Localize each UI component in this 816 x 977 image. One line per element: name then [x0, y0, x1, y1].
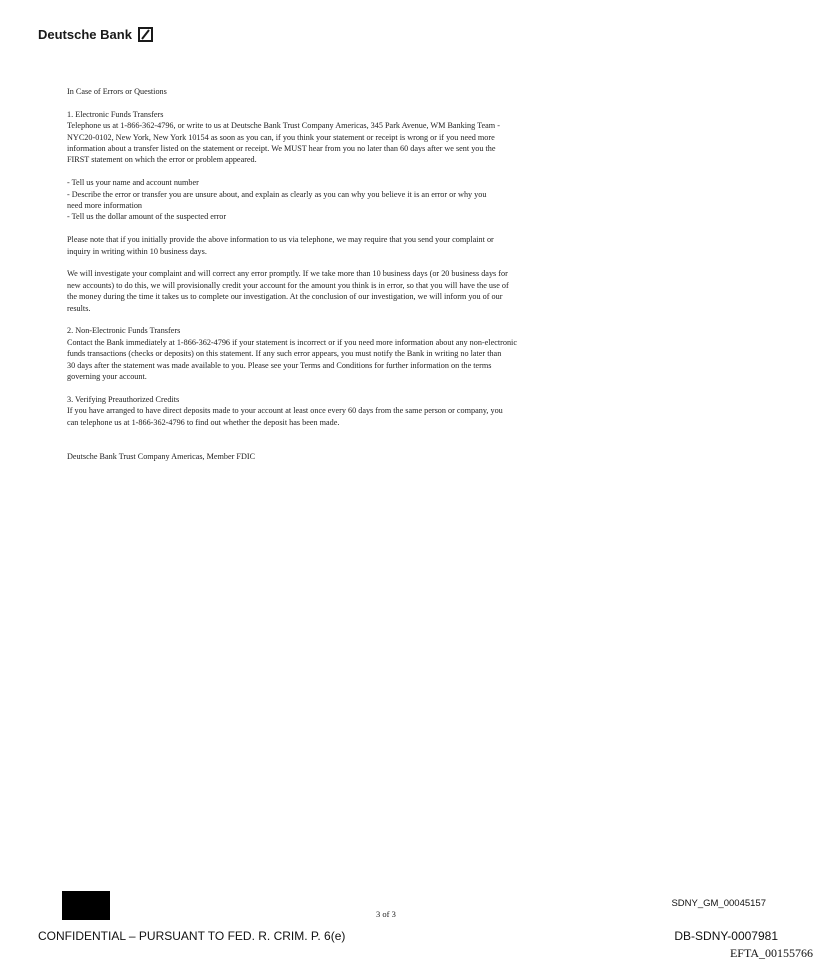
text-line: - Describe the error or transfer you are unsure about, and explain as clearly as you can why you believe it is an error or why you: [67, 189, 487, 199]
text-line: need more information: [67, 201, 143, 211]
text-line: can telephone us at 1-866-362-4796 to find out whether the deposit has been made.: [67, 417, 340, 427]
blank-line: [67, 314, 647, 325]
text-line: If you have arranged to have direct deposits made to your account at least once every 60 days from the same person or company, you: [67, 406, 503, 416]
text-line: In Case of Errors or Questions: [67, 87, 167, 96]
text-line: the money during the time it takes us to complete our investigation. At the conclusion of our investigation, we will inform you of our: [67, 292, 503, 302]
text-line: 2. Non-Electronic Funds Transfers: [67, 326, 181, 336]
text-line: new accounts) to do this, we will provisionally credit your account for the amount you think is in error, so that you will have the use of: [67, 280, 509, 290]
text-line: - Tell us the dollar amount of the suspected error: [67, 212, 227, 222]
text-line: 30 days after the statement was made available to you. Please see your Terms and Conditions for further information on the terms: [67, 360, 492, 370]
page-number: 3 of 3: [376, 909, 396, 919]
text-line: Deutsche Bank Trust Company Americas, Member FDIC: [67, 451, 256, 461]
text-line: We will investigate your complaint and will correct any error promptly. If we take more than 10 business days (or 20 business days for: [67, 269, 508, 279]
blank-line: [67, 257, 647, 268]
db-sdny-bates-number: DB-SDNY-0007981: [674, 929, 778, 943]
blank-line: [67, 223, 647, 234]
redaction-box: [62, 891, 110, 920]
text-line: Telephone us at 1-866-362-4796, or write to us at Deutsche Bank Trust Company Americas, 345 Park Avenue, WM Banking Team -: [67, 121, 500, 131]
sdny-bates-number: SDNY_GM_00045157: [671, 898, 766, 909]
text-line: inquiry in writing within 10 business days.: [67, 246, 207, 256]
blank-line: [67, 166, 647, 177]
blank-line: [67, 382, 647, 393]
text-line: 3. Verifying Preauthorized Credits: [67, 394, 180, 404]
statement-notice-body: [67, 86, 647, 462]
efta-bates-number: EFTA_00155766: [729, 946, 813, 960]
text-line: information about a transfer listed on the statement or receipt. We MUST hear from you no later than 60 days after we sent you the: [67, 144, 496, 154]
brand-logo: [38, 27, 153, 42]
confidential-notice: CONFIDENTIAL – PURSUANT TO FED. R. CRIM. P. 6(e): [38, 929, 346, 943]
text-line: NYC20-0102, New York, New York 10154 as soon as you can, if you think your statement or receipt is wrong or if you need more: [67, 132, 495, 142]
text-line: Please note that if you initially provide the above information to us via telephone, we may require that you send your complaint or: [67, 235, 494, 245]
text-line: Contact the Bank immediately at 1-866-362-4796 if your statement is incorrect or if you need more information about any non-electronic: [67, 337, 517, 347]
text-line: FIRST statement on which the error or problem appeared.: [67, 155, 257, 165]
text-line: results.: [67, 303, 91, 313]
blank-line: [67, 439, 647, 450]
blank-line: [67, 428, 647, 439]
text-line: funds transactions (checks or deposits) on this statement. If any such error appears, you must notify the Bank in writing no later than: [67, 349, 502, 359]
brand-name: Deutsche Bank: [38, 27, 132, 42]
text-line: - Tell us your name and account number: [67, 178, 199, 188]
deutsche-bank-slash-icon: [138, 27, 153, 42]
text-line: 1. Electronic Funds Transfers: [67, 109, 164, 119]
text-line: governing your account.: [67, 372, 147, 382]
blank-line: [67, 97, 647, 108]
